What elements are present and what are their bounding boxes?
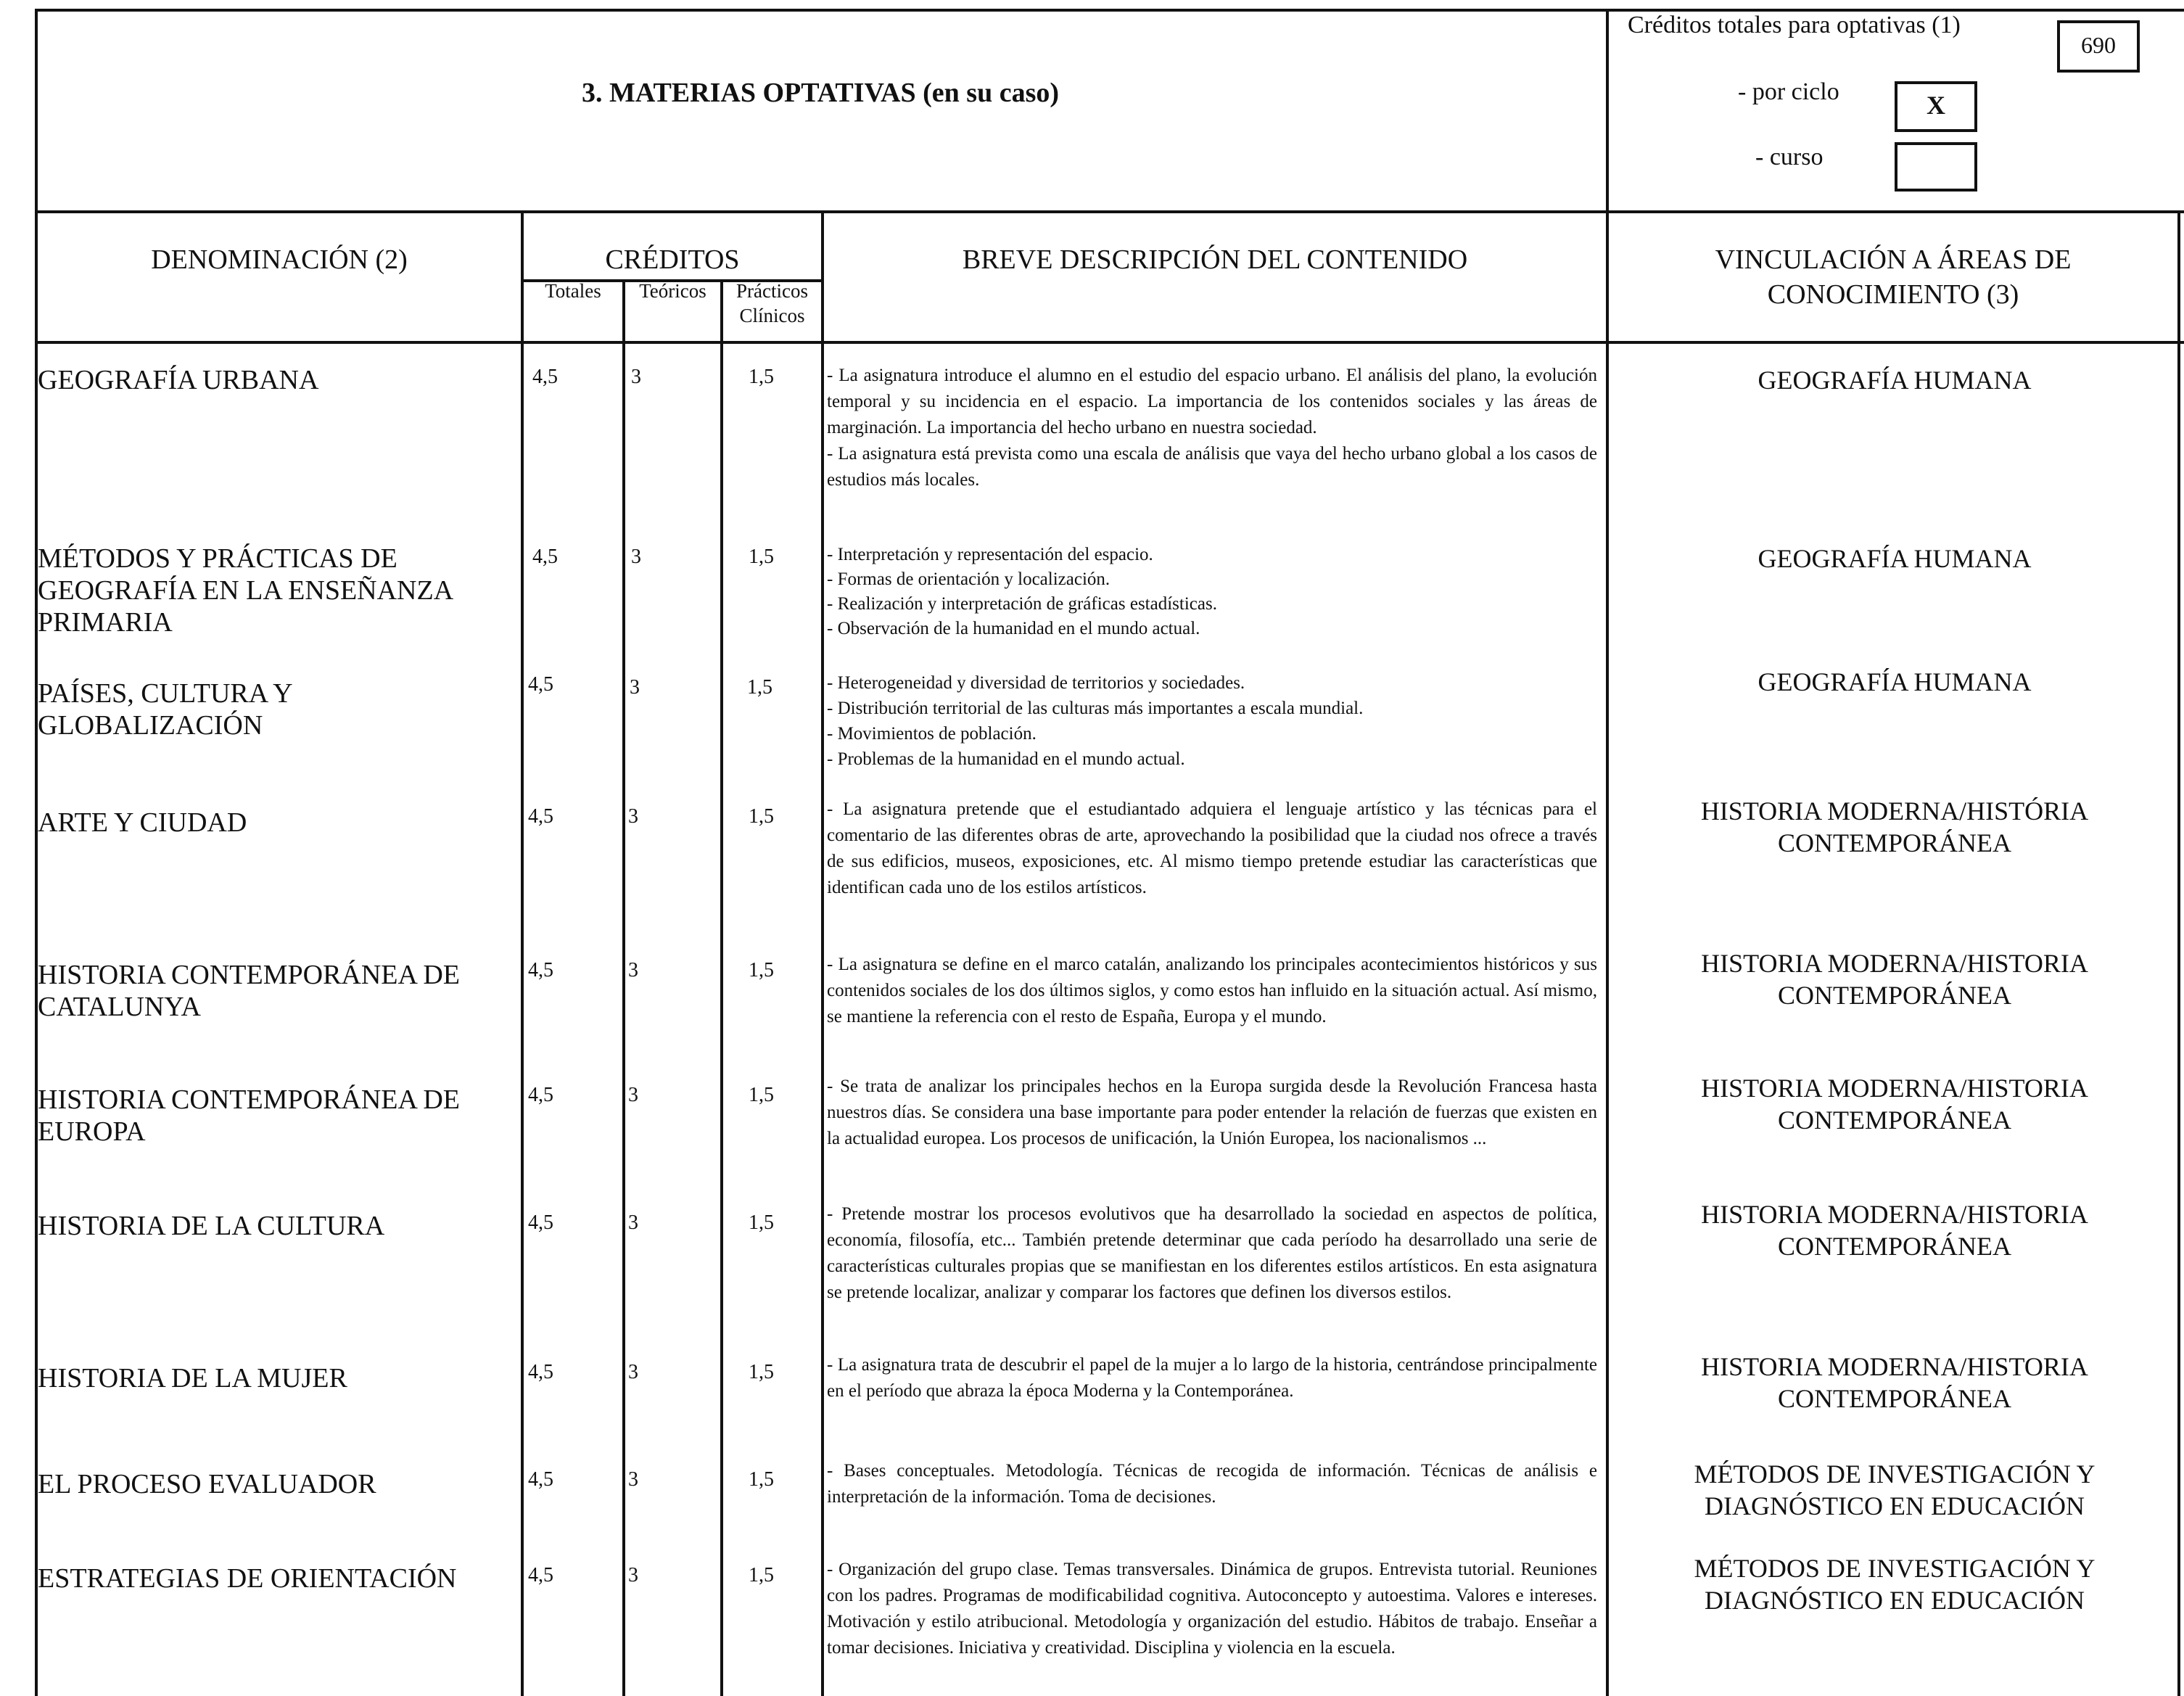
row-4-totales: 4,5 (528, 805, 553, 828)
row-3-name: PAÍSES, CULTURA Y GLOBALIZACIÓN (38, 678, 292, 741)
row-5-practicos: 1,5 (749, 959, 774, 981)
row-1-description: - La asignatura introduce el alumno en el estudio del espacio urbano. El análisis del plano, la evolución temporal y su incidencia en el espacio. La importancia de los contenidos sociales y las áreas de marginación. La importancia del hecho urbano en nuestra sociedad. - La asignatura está prevista como una escala de análisis que vaya del hecho urbano global a los casos de estudios más locales. (827, 366, 1597, 490)
row-6-totales: 4,5 (528, 1084, 553, 1106)
row-10-totales: 4,5 (528, 1564, 553, 1586)
row-4-area: HISTORIA MODERNA/HISTÓRIA CONTEMPORÁNEA (1700, 796, 2089, 857)
row-7-name: HISTORIA DE LA CULTURA (38, 1211, 385, 1241)
row-4-practicos: 1,5 (749, 805, 774, 828)
row-3-practicos: 1,5 (747, 676, 772, 699)
row-9-totales: 4,5 (528, 1468, 553, 1491)
row-9-description: - Bases conceptuales. Metodología. Técnicas de recogida de información. Técnicas de análisis e interpretación de la información. Toma de decisiones. (827, 1461, 1597, 1507)
row-6-name: HISTORIA CONTEMPORÁNEA DE EUROPA (38, 1084, 461, 1147)
row-7-description: - Pretende mostrar los procesos evolutivos que ha desarrollado la sociedad en aspectos de política, economía, filosofía, etc... También pretende determinar que cada período ha desarrollado una serie de características culturales propias que se manifiestan en los diferentes estilos artísticos. En esta asignatura se pretende localizar, analizar y comparar los factores que definen los diversos estilos. (827, 1204, 1597, 1302)
row-8-teoricos: 3 (628, 1361, 638, 1383)
row-1-totales: 4,5 (532, 366, 558, 388)
row-1-practicos: 1,5 (749, 366, 774, 388)
row-6-teoricos: 3 (628, 1084, 638, 1106)
row-4-description: - La asignatura pretende que el estudiantado adquiera el lenguaje artístico y las técnicas para el comentario de las diferentes obras de arte, aprovechando la posibilidad que la ciudad nos ofrece a través de sus edificios, museos, exposiciones, etc. Al mismo tiempo pretende estudiar las características que identifican cada uno de los estilos artísticos. (827, 799, 1597, 897)
creditos-totales-label: Créditos totales para optativas (1) (1628, 12, 1961, 38)
row-9-name: EL PROCESO EVALUADOR (38, 1469, 376, 1499)
creditos-totales-value: 690 (2081, 32, 2116, 58)
col-divider-teoricos (622, 279, 625, 1696)
header-divider (35, 210, 2184, 213)
row-7-practicos: 1,5 (749, 1211, 774, 1234)
col-divider-descripcion (821, 210, 824, 1696)
row-3-description: - Heterogeneidad y diversidad de territorios y sociedades. - Distribución territorial de las culturas más importantes a escala mundial. - Movimientos de población. - Problemas de la humanidad en el mundo actual. (827, 673, 1364, 769)
col-header-vinculacion: VINCULACIÓN A ÁREAS DE CONOCIMIENTO (3) (1715, 244, 2072, 310)
column-header-divider (35, 341, 2184, 344)
row-2-practicos: 1,5 (749, 546, 774, 568)
right-border (2177, 210, 2180, 1696)
curso-label: - curso (1755, 144, 1824, 170)
row-3-totales: 4,5 (528, 673, 553, 696)
row-2-totales: 4,5 (532, 546, 558, 568)
row-2-name: MÉTODOS Y PRÁCTICAS DE GEOGRAFÍA EN LA ENSEÑANZA PRIMARIA (38, 543, 453, 638)
por-ciclo-label: - por ciclo (1738, 78, 1839, 105)
row-9-teoricos: 3 (628, 1468, 638, 1491)
row-5-description: - La asignatura se define en el marco catalán, analizando los principales acontecimientos históricos y sus contenidos sociales de los dos últimos siglos, y como estos han influido en la situación actual. Así mismo, se mantiene la referencia con el resto de España, Europa y el mundo. (827, 955, 1597, 1026)
row-7-area: HISTORIA MODERNA/HISTORIA CONTEMPORÁNEA (1701, 1200, 2088, 1261)
row-9-area: MÉTODOS DE INVESTIGACIÓN Y DIAGNÓSTICO EN EDUCACIÓN (1694, 1460, 2096, 1520)
row-8-totales: 4,5 (528, 1361, 553, 1383)
row-7-totales: 4,5 (528, 1211, 553, 1234)
row-5-totales: 4,5 (528, 959, 553, 981)
row-1-teoricos: 3 (631, 366, 641, 388)
col-header-teoricos: Teóricos (639, 280, 706, 302)
section-title: 3. MATERIAS OPTATIVAS (en su caso) (581, 78, 1060, 108)
row-10-teoricos: 3 (628, 1564, 638, 1586)
col-divider-creditos (521, 210, 524, 1696)
row-8-practicos: 1,5 (749, 1361, 774, 1383)
row-6-description: - Se trata de analizar los principales hechos en la Europa surgida desde la Revolución Francesa hasta nuestros días. Se considera una base importante para poder entender la relación de fuerzas que existen en la actualidad europea. Los procesos de unificación, la Unión Europea, los nacionalismos ... (827, 1077, 1597, 1148)
col-header-creditos: CRÉDITOS (605, 244, 740, 275)
row-10-name: ESTRATEGIAS DE ORIENTACIÓN (38, 1563, 457, 1594)
row-8-name: HISTORIA DE LA MUJER (38, 1363, 347, 1394)
row-3-teoricos: 3 (630, 676, 640, 699)
row-6-area: HISTORIA MODERNA/HISTORIA CONTEMPORÁNEA (1701, 1074, 2088, 1135)
row-5-area: HISTORIA MODERNA/HISTORIA CONTEMPORÁNEA (1701, 949, 2088, 1010)
col-divider-practicos (720, 279, 723, 1696)
row-9-practicos: 1,5 (749, 1468, 774, 1491)
row-5-teoricos: 3 (628, 959, 638, 981)
row-5-name: HISTORIA CONTEMPORÁNEA DE CATALUNYA (38, 960, 461, 1022)
row-1-name: GEOGRAFÍA URBANA (38, 365, 319, 395)
curso-box (1895, 142, 1977, 192)
row-2-area: GEOGRAFÍA HUMANA (1757, 544, 2032, 573)
row-8-description: - La asignatura trata de descubrir el papel de la mujer a lo largo de la historia, centrándose principalmente en el período que abraza la época Moderna y la Contemporánea. (827, 1355, 1597, 1401)
row-10-practicos: 1,5 (749, 1564, 774, 1586)
col-header-practicos: Prácticos Clínicos (736, 280, 808, 326)
row-2-description: - Interpretación y representación del espacio. - Formas de orientación y localización. - Realización y interpretación de gráficas estadísticas. - Observación de la humanidad en el mundo actual. (827, 545, 1217, 638)
col-header-descripcion: BREVE DESCRIPCIÓN DEL CONTENIDO (962, 244, 1468, 275)
por-ciclo-value: X (1927, 91, 1945, 120)
col-header-denominacion: DENOMINACIÓN (2) (151, 244, 408, 275)
col-header-totales: Totales (545, 280, 601, 302)
row-2-teoricos: 3 (631, 546, 641, 568)
row-4-teoricos: 3 (628, 805, 638, 828)
row-4-name: ARTE Y CIUDAD (38, 807, 247, 838)
row-8-area: HISTORIA MODERNA/HISTORIA CONTEMPORÁNEA (1701, 1352, 2088, 1413)
row-6-practicos: 1,5 (749, 1084, 774, 1106)
row-1-area: GEOGRAFÍA HUMANA (1757, 366, 2032, 395)
row-10-area: MÉTODOS DE INVESTIGACIÓN Y DIAGNÓSTICO EN EDUCACIÓN (1694, 1554, 2096, 1615)
row-10-description: - Organización del grupo clase. Temas transversales. Dinámica de grupos. Entrevista tutorial. Reuniones con los padres. Programas de modificabilidad cognitiva. Autoconcepto y autoestima. Valores e intereses. Motivación y estilo atribucional. Metodología y organización del estudio. Hábitos de trabajo. Enseñar a tomar decisiones. Iniciativa y creatividad. Disciplina y violencia en la escuela. (827, 1560, 1597, 1658)
row-7-teoricos: 3 (628, 1211, 638, 1234)
row-3-area: GEOGRAFÍA HUMANA (1757, 667, 2032, 696)
